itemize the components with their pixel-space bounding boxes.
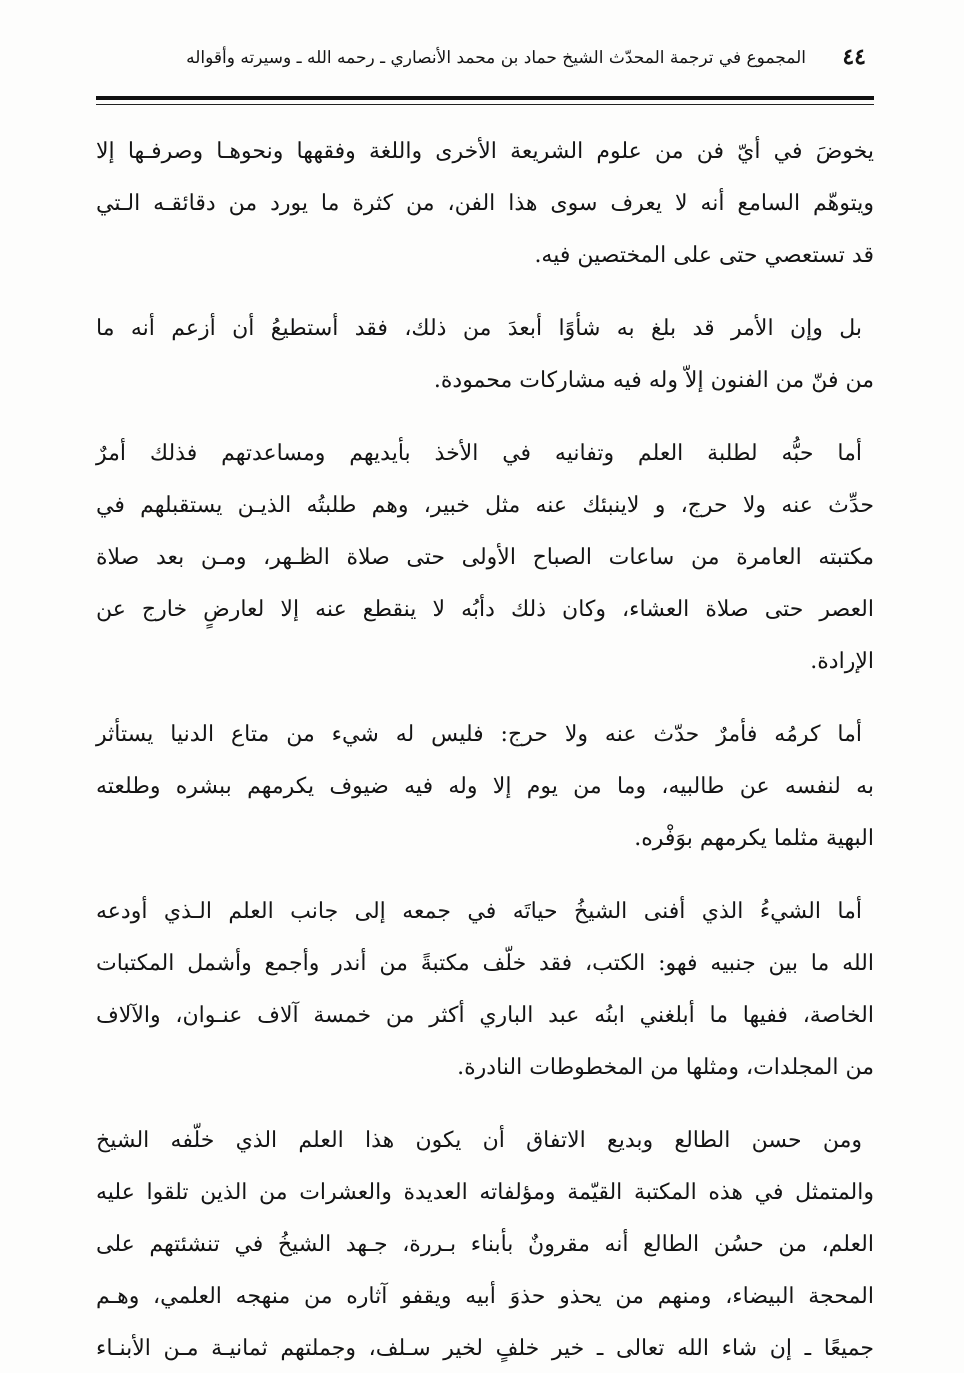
text-line: العلم، من حسُن الطالع أنه مقرونٌ بأبناء بـررة، جـهد الشيخُ في تنشئتهم على: [96, 1232, 874, 1257]
paragraph-4: [96, 709, 874, 865]
page-body: [96, 126, 874, 1396]
text-line: بل وإن الأمر قد بلغ به شأوًا أبعدَ من ذلك، فقد أستطيعُ أن أزعم أنه ما: [96, 316, 862, 341]
text-line: مكتبته العامرة من ساعات الصباح الأولى حتى صلاة الظـهر، ومـن بعد صلاة: [96, 545, 874, 570]
header-rule-thin: [96, 104, 874, 105]
paragraph-3: [96, 428, 874, 688]
text-line: الخاصة، ففيها ما أبلغني ابنُه عبد الباري أكثر من خمسة آلاف عنـوان، والآلاف: [96, 1003, 874, 1028]
text-line: أما حبُّه لطلبة العلم وتفانيه في الأخذ بأيديهم ومساعدتهم فذلك أمرٌ: [96, 441, 862, 466]
text-line: به لنفسه عن طالبيه، وما من يوم إلا وله فيه ضيوف يكرمهم ببشره وطلعته: [96, 774, 874, 799]
text-line: ومن حسن الطالع وبديع الاتفاق أن يكون هذا العلم الذي خلّفه الشيخ: [96, 1128, 862, 1153]
page-header: [96, 42, 866, 82]
text-line: يخوضَ في أيّ فن من علوم الشريعة الأخرى واللغة وفقهها ونحوهـا وصرفـها إلا: [96, 139, 874, 164]
header-rule-thick: [96, 96, 874, 100]
text-line: ويتوهّم السامع أنه لا يعرف سوى هذا الفن، من كثرة ما يورد من دقائقـه الـتي: [96, 191, 874, 216]
text-line: من المجلدات، ومثلها من المخطوطات النادرة.: [457, 1055, 874, 1080]
text-line: حدِّث عنه ولا حرج، و لاينبئك عنه مثل خبير، وهم طلبتُه الذيـن يستقبلهم في: [96, 493, 874, 518]
text-line: أما الشيءُ الذي أفنى الشيخُ حياتَه في جمعه إلى جانب العلم الـذي أودعه: [96, 899, 862, 924]
text-line: أما كرمُه فأمرٌ حدّث عنه ولا حرج: فليس له شيء من متاع الدنيا يستأثر: [96, 722, 862, 747]
paragraph-2: [96, 303, 874, 407]
paragraph-6: [96, 1115, 874, 1375]
text-line: البهية مثلما يكرمهم بوَفْره.: [634, 826, 874, 851]
text-line: قد تستعصي حتى على المختصين فيه.: [534, 243, 874, 268]
running-title: المجموع في ترجمة المحدّث الشيخ حماد بن محمد الأنصاري ـ رحمه الله ـ وسيرته وأقواله: [186, 48, 806, 68]
text-line: الله ما بين جنبيه فهو: الكتب، فقد خلّف مكتبةً من أندر وأجمع وأشمل المكتبات: [96, 951, 874, 976]
page-number: ٤٤: [842, 44, 866, 70]
paragraph-5: [96, 886, 874, 1094]
text-line: المحجة البيضاء، ومنهم من يحذو حذوَ أبيه ويقفو آثاره من منهجه العلمي، وهـم: [96, 1284, 874, 1309]
text-line: من فنّ من الفنون إلاّ وله فيه مشاركات محمودة.: [433, 368, 874, 393]
text-line: العصر حتى صلاة العشاء، وكان ذلك دأبُه لا ينقطع عنه إلا لعارضٍ خارج عن: [96, 597, 874, 622]
text-line: الإرادة.: [810, 649, 874, 674]
text-line: جميعًا ـ إن شاء الله تعالى ـ خير خلفٍ لخير سـلف، وجملتهم ثمانيـة مـن الأبنـاء: [96, 1336, 874, 1361]
paragraph-1: [96, 126, 874, 282]
text-line: والمتمثل في هذه المكتبة القيّمة ومؤلفاته العديدة والعشرات من الذين تلقوا عليه: [96, 1180, 874, 1205]
